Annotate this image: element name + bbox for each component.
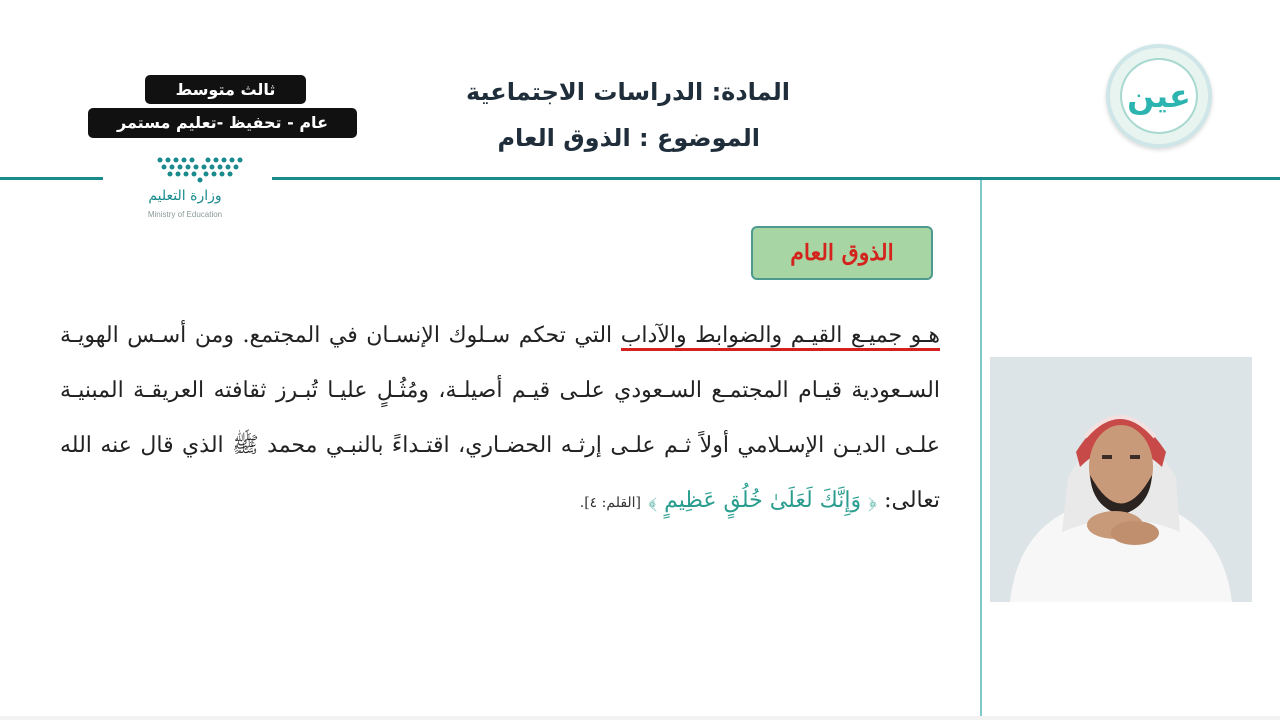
bottom-strip [0,716,1280,720]
header-divider-left [0,177,103,180]
lesson-title-box: الذوق العام [751,226,933,280]
definition-underlined: هـو جميـع القيـم والضوابط والآداب [621,323,940,351]
presenter-figure-icon [990,357,1252,602]
ministry-name-en: Ministry of Education [147,210,223,219]
quran-reference: [القلم: ٤]. [579,495,642,511]
paragraph-body: التي تحكم سـلوك الإنسـان في المجتمع. ومن أسـس الهويـة السـعودية قيـام المجتمـع السـعودي علـى قيـم أصيلـة، ومُثُـلٍ عليـا تُبـرز ثقافته العريقـة المبنيـة علـى الديـن الإسـلامي أولاً ثـم علـى إرثـه الحضـاري، اقتـداءً بالنبـي محمد ﷺ الذي قال عنه الله تعالى: [60,323,940,513]
vertical-divider [980,180,982,720]
channel-logo [1106,44,1212,148]
ministry-dots-icon [155,154,245,184]
tracks-badge: عام - تحفيظ -تعليم مستمر [88,108,357,138]
subject-title: المادة: الدراسات الاجتماعية [465,78,790,106]
grade-badge: ثالث متوسط [145,75,306,104]
quran-verse: ﴿ وَإِنَّكَ لَعَلَىٰ خُلُقٍ عَظِيمٍ ﴾ [648,488,878,513]
topic-title: الموضوع : الذوق العام [497,124,760,152]
ministry-name-ar: وزارة التعليم [148,188,222,204]
presenter-video [990,357,1252,602]
lesson-paragraph [60,308,940,531]
header-divider-right [272,177,1280,180]
ministry-logo [105,148,265,228]
channel-logo-text: عين [1120,58,1198,134]
